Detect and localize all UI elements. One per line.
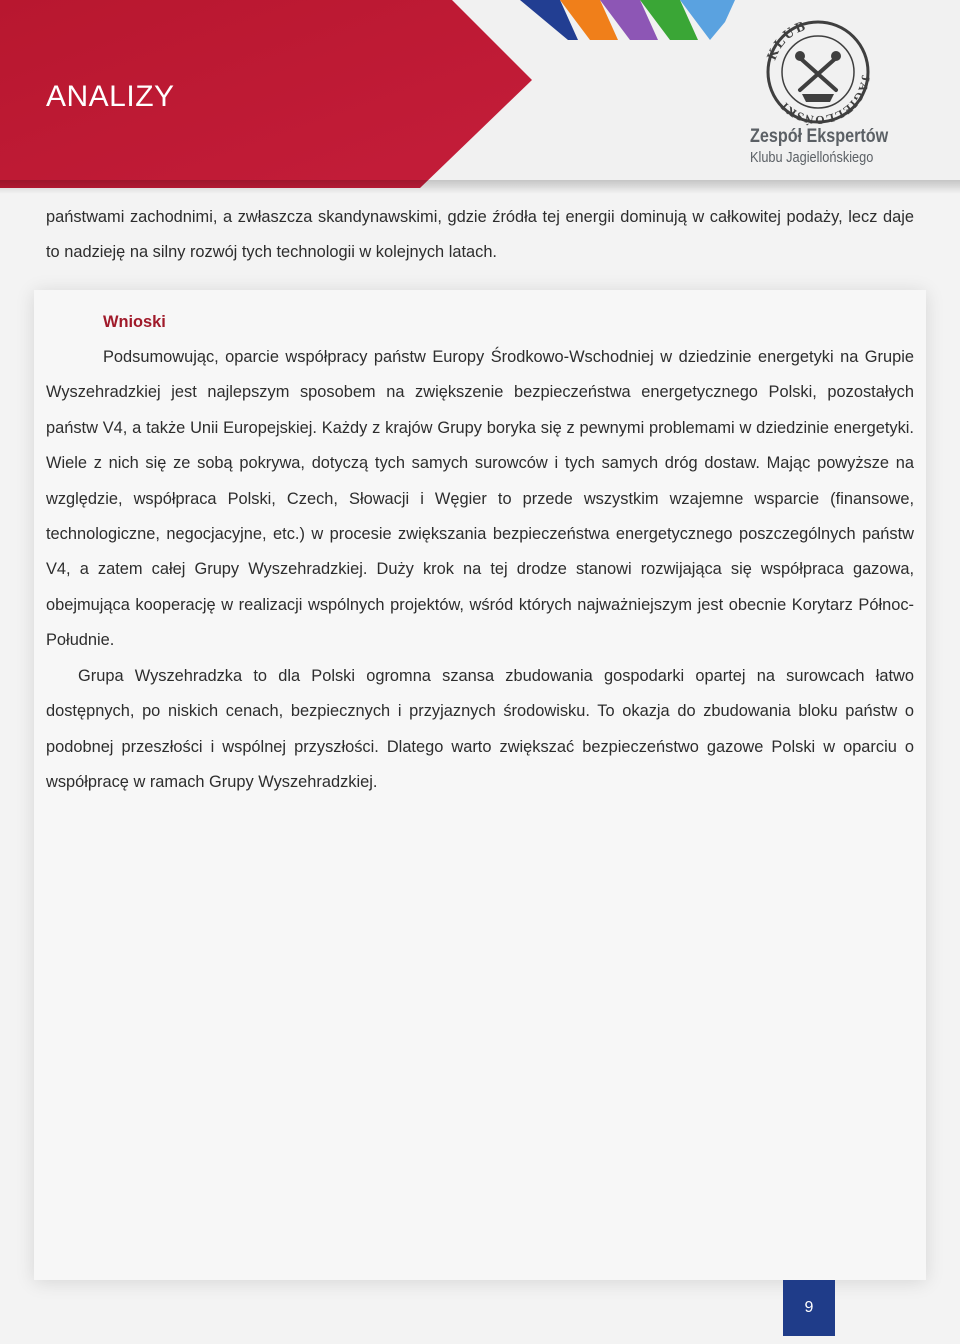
intro-paragraph: państwami zachodnimi, a zwłaszcza skandynawskimi, gdzie źródła tej energii dominują w całkowitej podaży, lecz daje to nadzieję na silny rozwój tych technologii w kolejnych latach. — [46, 208, 914, 262]
section-title: ANALIZY — [46, 80, 175, 113]
section-heading: Wnioski — [103, 313, 166, 331]
color-stripes-decoration — [520, 0, 750, 50]
svg-text:KLUB: KLUB — [764, 18, 810, 63]
page-header — [0, 0, 960, 188]
svg-text:JAGIELLOŃSKI: JAGIELLOŃSKI — [777, 74, 873, 128]
header-shadow — [0, 180, 960, 194]
conclusions-paragraph-1: Podsumowując, oparcie współpracy państw Europy Środkowo-Wschodniej w dziedzinie energetyki na Grupie Wyszehradzkiej jest najlepszym sposobem na zwiększenie bezpieczeństwa energetycznego Polski, pozostałych państw V4, a także Unii Europejskiej. Każdy z krajów Grupy boryka się z pewnymi problemami w dziedzinie energetyki. Wiele z nich się ze sobą pokrywa, dotyczą tych samych surowców i tych samych dróg dostaw. Mając powyższe na względzie, współpraca Polski, Czech, Słowacji i Węgier to przede wszystkim wzajemne wsparcie (finansowe, technologiczne, negocjacyjne, etc.) w procesie zwiększania bezpieczeństwa energetycznego poszczególnych państw V4, a zatem całej Grupy Wyszehradzkiej. Duży krok na tej drodze stanowi rozwijająca się współpraca gazowa, obejmująca kooperację w realizacji wspólnych projektów, wśród których najważniejszym jest obecnie Korytarz Północ-Południe. — [46, 348, 914, 650]
logo-title: Zespół Ekspertów — [750, 126, 889, 147]
conclusions-paragraph-2: Grupa Wyszehradzka to dla Polski ogromna szansa zbudowania gospodarki opartej na surowcach łatwo dostępnych, po niskich cenach, bezpiecznych i przyjaznych środowisku. To okazja do zbudowania bloku państw o podobnej przeszłości i wspólnej przyszłości. Dlatego warto zwiększać bezpieczeństwo gazowe Polski w oparciu o współpracę w ramach Grupy Wyszehradzkiej. — [46, 667, 914, 792]
page-number-label: 9 — [804, 1299, 814, 1316]
logo-subtitle: Klubu Jagiellońskiego — [750, 149, 874, 166]
page-number — [783, 1280, 835, 1336]
